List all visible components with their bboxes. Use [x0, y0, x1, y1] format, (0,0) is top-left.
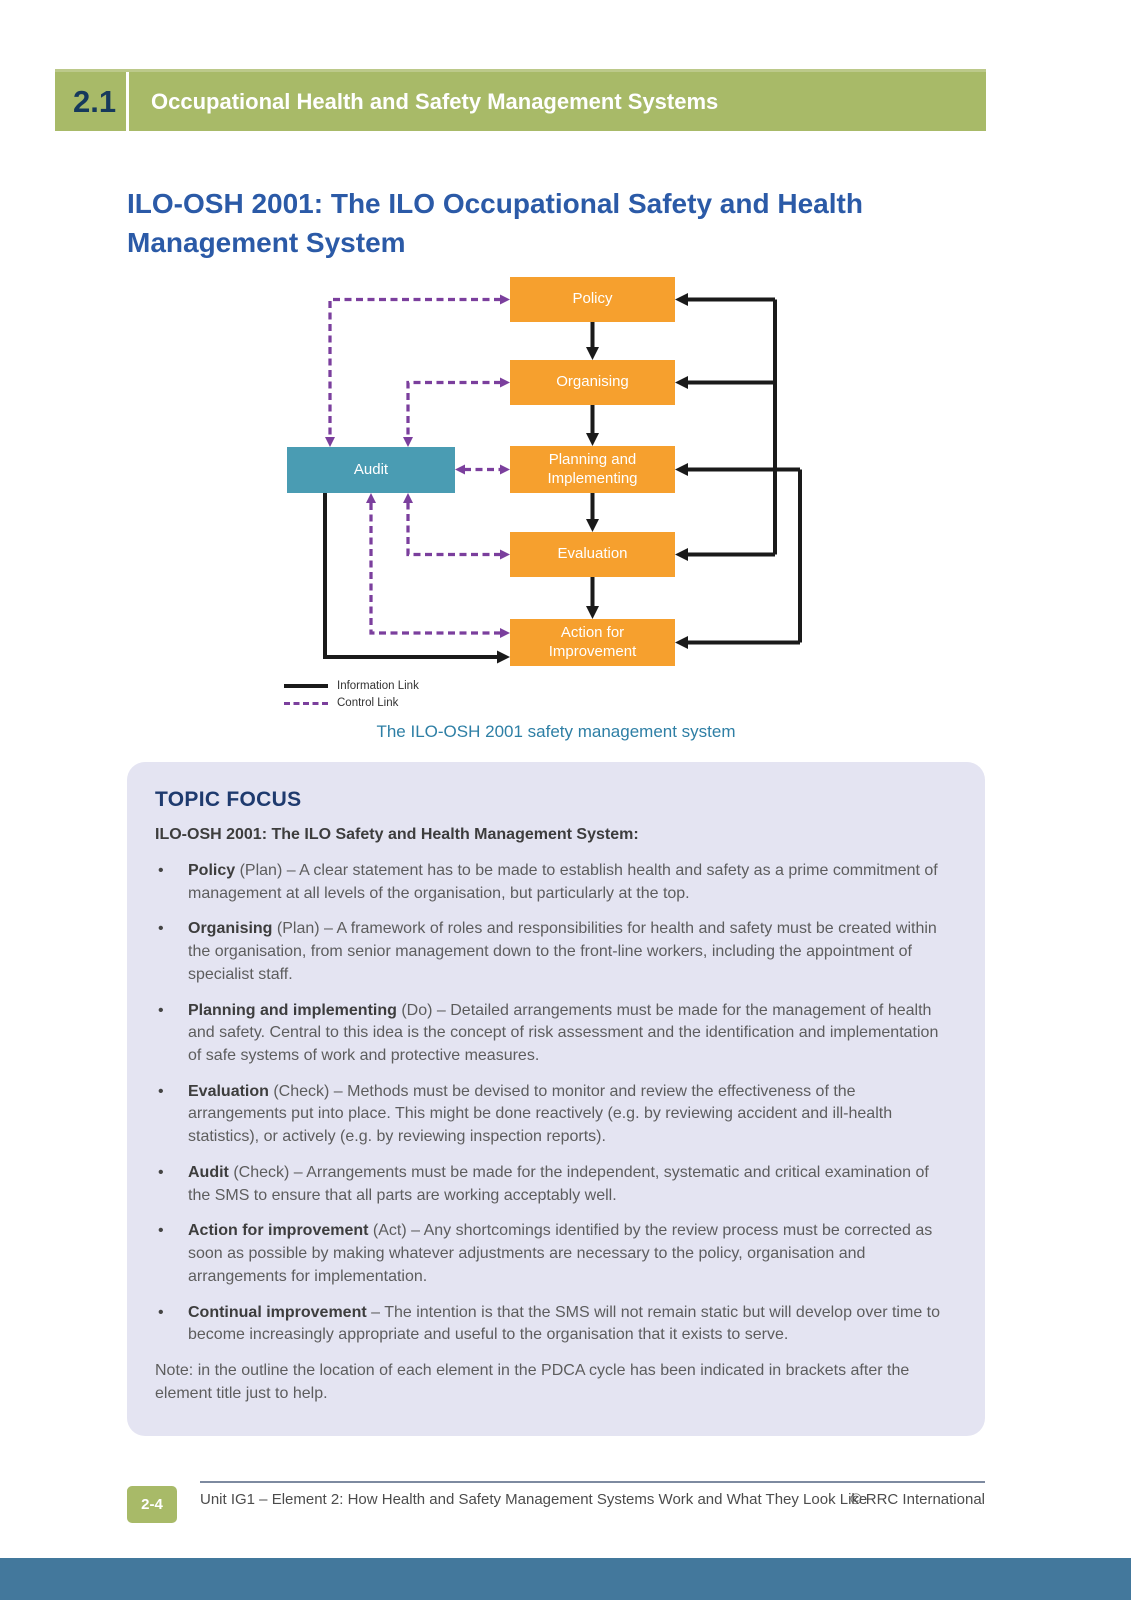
footer-copyright: © RRC International — [850, 1491, 985, 1508]
topic-focus-subtitle: ILO-OSH 2001: The ILO Safety and Health Management System: — [155, 826, 639, 843]
list-item-continual-improvement — [155, 1302, 955, 1347]
flowchart-box-evaluation-label: Evaluation — [557, 545, 628, 563]
list-item-audit — [155, 1162, 955, 1207]
bullet-icon: • — [158, 862, 164, 879]
list-item-text — [188, 860, 955, 905]
list-item-policy — [155, 860, 955, 905]
list-item-rest: – The intention is that the SMS will not remain static but will develop over time to become increasingly appropriate and useful to the organisation that it exists to serve. — [188, 1303, 940, 1344]
list-item-text — [188, 1162, 955, 1207]
bullet-icon: • — [158, 1001, 164, 1019]
legend-item-information-link — [284, 680, 419, 692]
list-item-rest: (Check) – Methods must be devised to monitor and review the effectiveness of the arrangements put into place. This might be done reactively (e.g. by reviewing accident and ill-health statistics), or actively (e.g. by reviewing inspection reports). — [188, 1082, 893, 1146]
page-title: ILO-OSH 2001: The ILO Occupational Safety and Health Management System — [127, 188, 863, 259]
legend-item-control-link — [284, 697, 419, 709]
bullet-icon: • — [158, 1303, 164, 1321]
list-item-rest: (Plan) – A framework of roles and responsibilities for health and safety must be created within the organisation, from senior management down to the front-line workers, including the appointment of specialist staff. — [188, 920, 937, 983]
list-item-action-for-improvement — [155, 1220, 955, 1288]
list-item-rest: (Plan) – A clear statement has to be made to establish health and safety as a prime commitment of management at all levels of the organisation, but particularly at the top. — [188, 862, 938, 902]
control-link-audit-organising — [408, 383, 501, 439]
section-number: 2.1 — [73, 83, 117, 119]
flowchart-box-policy-label: Policy — [572, 290, 613, 308]
information-link-line-sample — [284, 684, 328, 688]
list-item-lead: Evaluation — [188, 1082, 269, 1100]
flowchart-box-evaluation — [510, 532, 675, 577]
flowchart-box-organising — [510, 360, 675, 405]
topic-focus-panel — [127, 762, 985, 1436]
list-item-text — [188, 1081, 955, 1149]
topic-focus-title: TOPIC FOCUS — [155, 788, 302, 811]
flowchart-box-action-for-improvement — [510, 619, 675, 666]
list-item-rest: (Check) – Arrangements must be made for the independent, systematic and critical examination of the SMS to ensure that all parts are working acceptably well. — [188, 1163, 929, 1204]
list-item-text — [188, 1302, 955, 1347]
control-link-line-sample — [284, 702, 328, 705]
bullet-icon: • — [158, 1222, 164, 1240]
footer-text: Unit IG1 – Element 2: How Health and Safety Management Systems Work and What They Look Like — [200, 1491, 868, 1508]
bullet-icon: • — [158, 1082, 164, 1100]
bullet-icon: • — [158, 920, 164, 938]
flowchart-box-organising-label: Organising — [556, 373, 629, 391]
list-item-lead: Audit — [188, 1163, 229, 1181]
flowchart-box-planning-label: Planning and Implementing — [547, 450, 638, 487]
list-item-lead: Continual improvement — [188, 1303, 367, 1321]
flowchart-box-audit — [287, 447, 455, 493]
page-header-band — [55, 69, 986, 131]
header-divider — [126, 72, 129, 131]
flowchart-box-audit-label: Audit — [353, 460, 389, 478]
list-item-lead: Organising — [188, 920, 273, 938]
diagram-legend — [284, 680, 419, 714]
list-item-planning-implementing — [155, 1000, 955, 1068]
control-link-audit-policy — [330, 300, 501, 439]
control-link-audit-evaluation — [408, 502, 501, 555]
list-item-organising — [155, 918, 955, 986]
list-item-text — [188, 1000, 955, 1068]
flowchart-box-planning-implementing — [510, 446, 675, 493]
footer-divider — [200, 1481, 985, 1483]
flowchart-box-policy — [510, 277, 675, 322]
bottom-band — [0, 1558, 1131, 1600]
list-item-rest: (Do) – Detailed arrangements must be made for the management of health and safety. Central to this idea is the concept of risk assessment and the identification and implementation of safe systems of work and protective measures. — [188, 1001, 939, 1065]
page-number-tab: 2-4 — [127, 1486, 177, 1523]
ilo-osh-flowchart — [270, 277, 830, 727]
list-item-lead: Action for improvement — [188, 1222, 369, 1240]
list-item-rest: (Act) – Any shortcomings identified by the review process must be corrected as soon as possible by making whatever adjustments are necessary to the policy, organisation and arrangements for implementation. — [188, 1222, 933, 1285]
control-link-audit-action — [371, 502, 501, 633]
list-item-text — [188, 918, 955, 986]
note-text: Note: in the outline the location of each element in the PDCA cycle has been indicated in brackets after the element title just to help. — [155, 1361, 910, 1402]
legend-label: Information Link — [337, 680, 419, 692]
list-item-lead: Planning and implementing — [188, 1001, 397, 1019]
figure-caption: The ILO-OSH 2001 safety management system — [376, 722, 736, 741]
flowchart-box-action-label: Action for Improvement — [548, 623, 637, 660]
list-item-text — [188, 1220, 955, 1288]
bullet-icon: • — [158, 1163, 164, 1181]
list-item-lead: Policy — [188, 862, 236, 879]
list-item-evaluation — [155, 1081, 955, 1149]
legend-label: Control Link — [337, 697, 399, 709]
header-title: Occupational Health and Safety Management Systems — [151, 88, 719, 114]
